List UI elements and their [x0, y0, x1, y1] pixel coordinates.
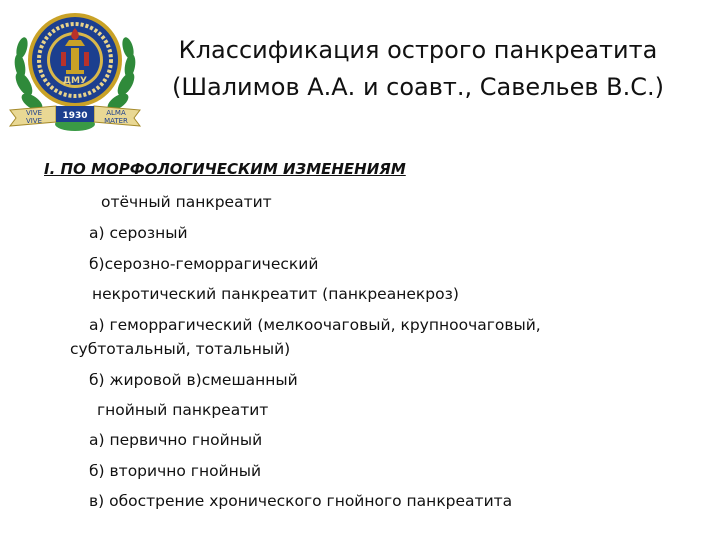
ribbon-left-top: VIVE	[25, 109, 43, 117]
list-line: а) серозный	[89, 224, 188, 242]
ribbon-right-top: ALMA	[106, 109, 126, 117]
title-line-1: Классификация острого панкреатита	[178, 36, 658, 64]
list-line: а) первично гнойный	[89, 431, 263, 449]
slide-title	[148, 32, 688, 106]
emblem-letters: ДМУ	[63, 76, 87, 86]
list-line: отёчный панкреатит	[101, 193, 272, 211]
list-line: субтотальный, тотальный)	[70, 340, 291, 358]
title-line-2: (Шалимов А.А. и соавт., Савельев В.С.)	[171, 73, 665, 101]
list-line: б)серозно-геморрагический	[89, 255, 319, 273]
ribbon-right-bottom: MATER	[104, 117, 128, 125]
section-heading: I. ПО МОРФОЛОГИЧЕСКИМ ИЗМЕНЕНИЯМ	[44, 160, 406, 178]
list-line: а) геморрагический (мелкоочаговый, крупноочаговый,	[89, 316, 541, 334]
list-line: в) обострение хронического гнойного панкреатита	[89, 492, 513, 510]
list-line: гнойный панкреатит	[97, 401, 269, 419]
list-line: б) жировой в)смешанный	[89, 371, 298, 389]
ribbon-year: 1930	[62, 111, 88, 121]
list-line: б) вторично гнойный	[89, 462, 262, 480]
ribbon-left-bottom: VIVE	[25, 117, 43, 125]
list-line: некротический панкреатит (панкреанекроз)	[92, 285, 459, 303]
university-logo	[6, 6, 144, 138]
